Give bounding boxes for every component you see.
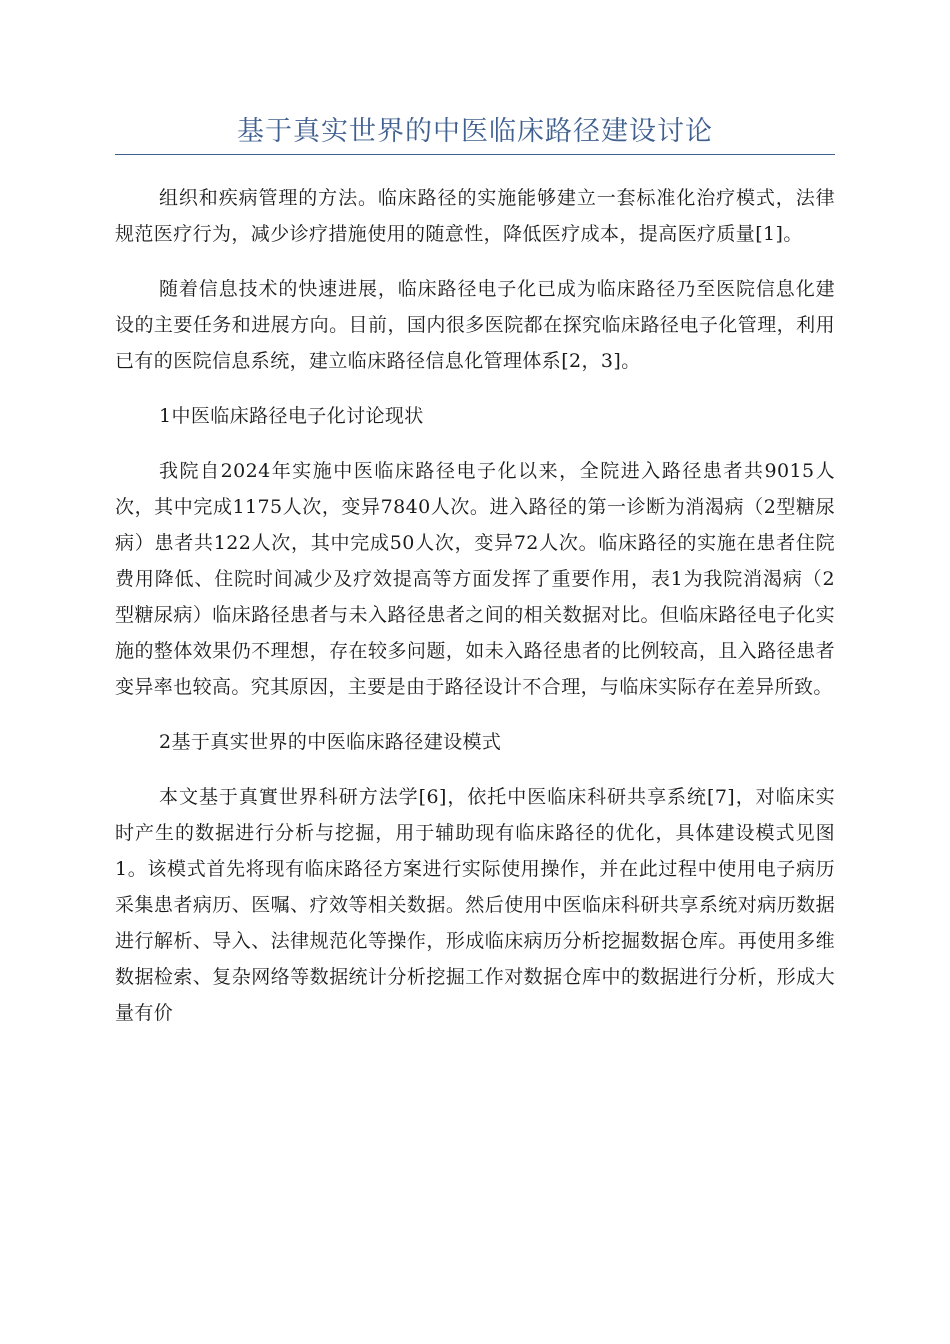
paragraph-intro-continued: 组织和疾病管理的方法。临床路径的实施能够建立一套标准化治疗模式，法律规范医疗行为，减少诊疗措施使用的随意性，降低医疗成本，提高医疗质量[1]。 xyxy=(115,187,835,245)
paragraph-current-status: 我院自2024年实施中医临床路径电子化以来，全院进入路径患者共9015人次，其中完成1175人次，变异7840人次。进入路径的第一诊断为消渴病（2型糖尿病）患者共122人次，其中完成50人次，变异72人次。临床路径的实施在患者住院费用降低、住院时间减少及疗效提高等方面发挥了重要作用，表1为我院消渴病（2型糖尿病）临床路径患者与未入路径患者之间的相关数据对比。但临床路径电子化实施的整体效果仍不理想，存在较多问题，如未入路径患者的比例较高，且入路径患者变异率也较高。究其原因，主要是由于路径设计不合理，与临床实际存在差异所致。 xyxy=(115,460,835,698)
paragraph-it-development: 随着信息技术的快速进展，临床路径电子化已成为临床路径乃至医院信息化建设的主要任务和进展方向。目前，国内很多医院都在探究临床路径电子化管理，利用已有的医院信息系统，建立临床路径信息化管理体系[2，3]。 xyxy=(115,278,835,372)
document-title: 基于真实世界的中医临床路径建设讨论 xyxy=(237,116,713,147)
paragraph-construction-mode: 本文基于真實世界科研方法学[6]，依托中医临床科研共享系统[7]，对临床实时产生的数据进行分析与挖掘，用于辅助现有临床路径的优化，具体建设模式见图1。该模式首先将现有临床路径方案进行实际使用操作，并在此过程中使用电子病历采集患者病历、医嘱、疗效等相关数据。然后使用中医临床科研共享系统对病历数据进行解析、导入、法律规范化等操作，形成临床病历分析挖掘数据仓库。再使用多维数据检索、复杂网络等数据统计分析挖掘工作对数据仓库中的数据进行分析，形成大量有价 xyxy=(115,786,835,1024)
title-underline xyxy=(115,154,835,155)
section-heading-1: 1中医临床路径电子化讨论现状 xyxy=(159,405,424,427)
document-body xyxy=(115,180,835,1050)
section-heading-2: 2基于真实世界的中医临床路径建设模式 xyxy=(159,731,502,753)
